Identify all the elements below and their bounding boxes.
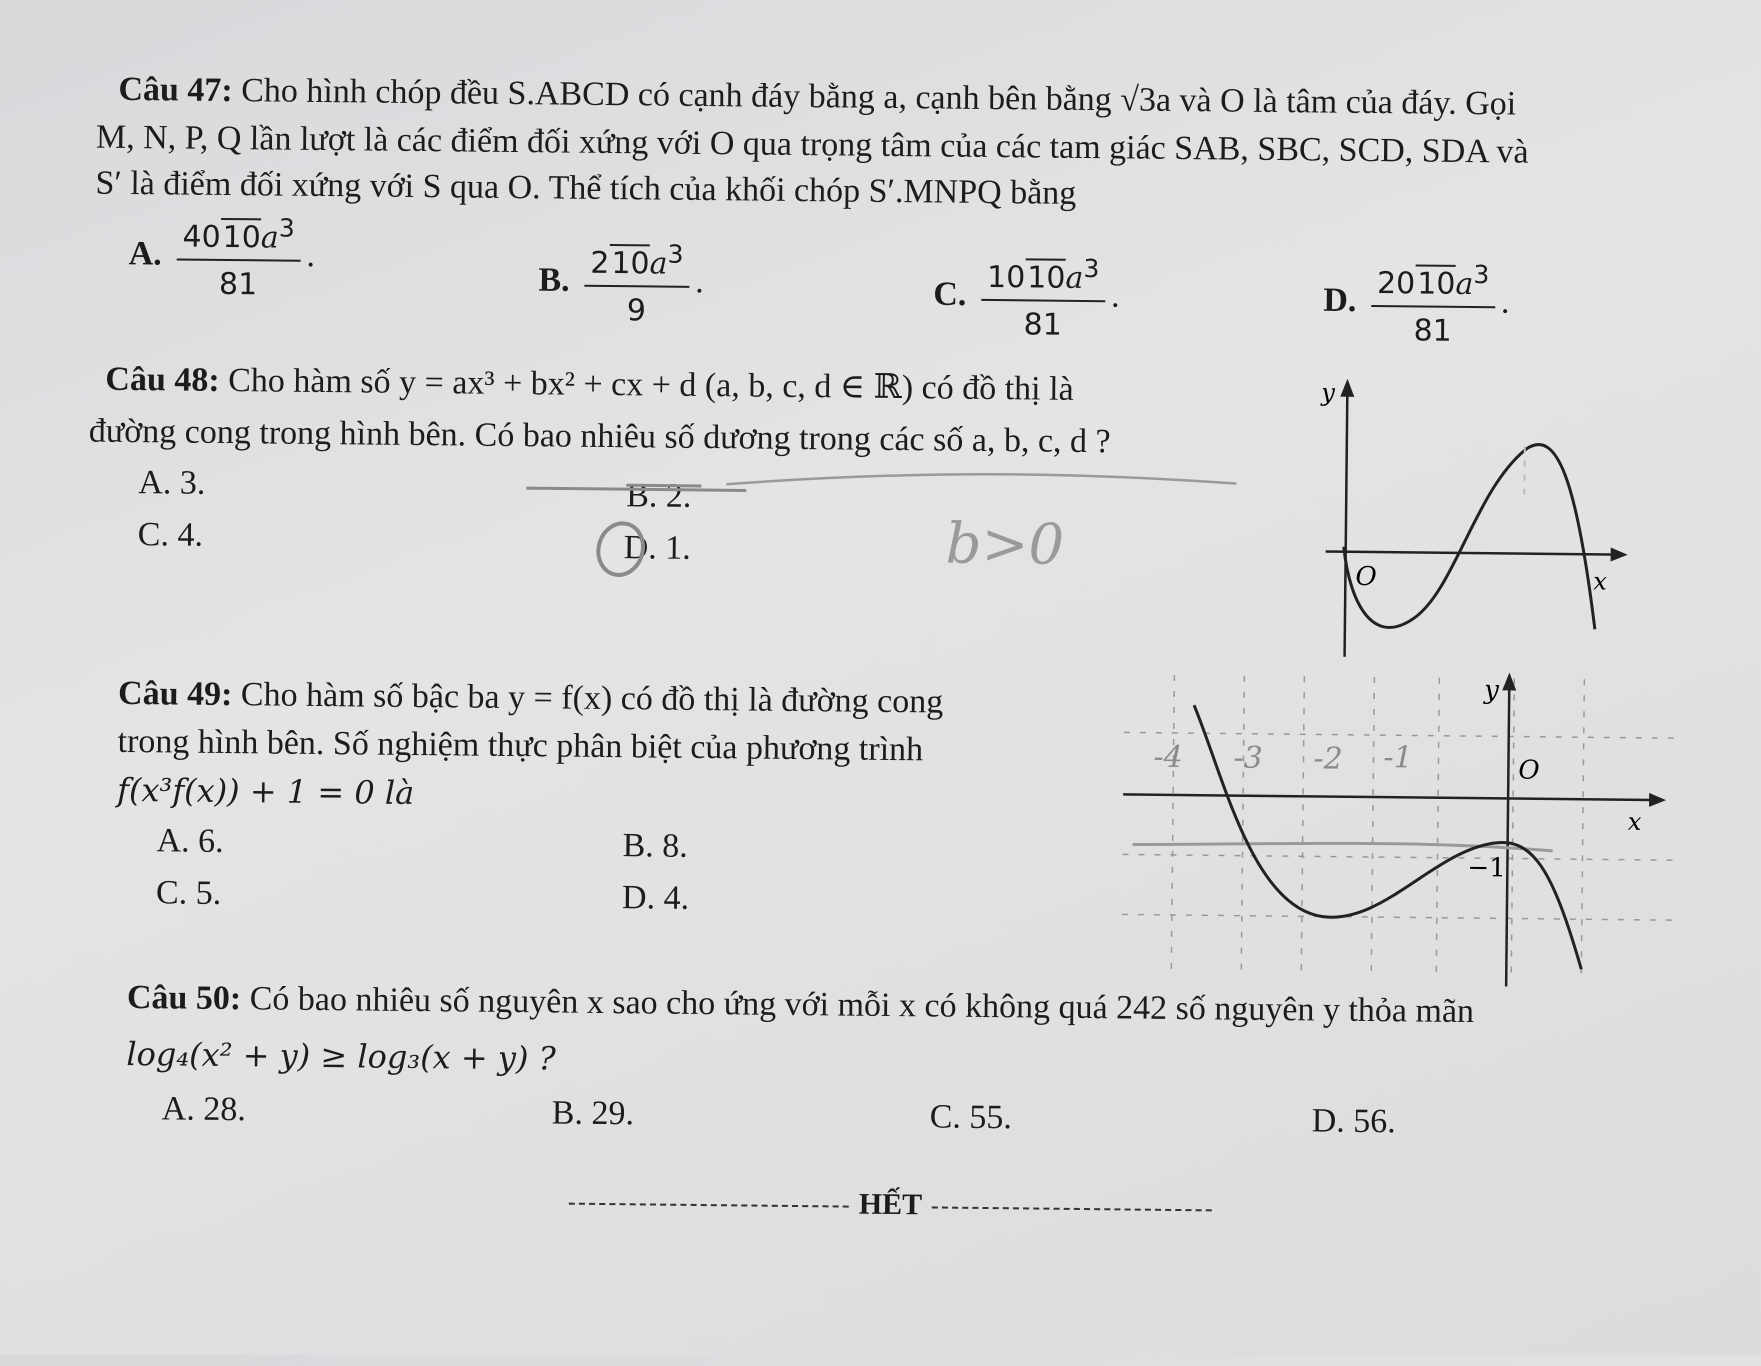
q47-line2: M, N, P, Q lần lượt là các điểm đối xứng với O qua trọng tâm của các tam giác SAB, SBC, SCD, SDA và <box>95 118 1529 171</box>
q48-option-c[interactable]: C. 4. <box>137 516 204 554</box>
q49-origin-label: O <box>1518 755 1540 786</box>
q49-text-1: Cho hàm số bậc ba y = f(x) có đồ thị là đường cong <box>232 676 944 721</box>
q47-option-a-fraction: $\frac{4010a^3}{81}$ <box>176 212 301 302</box>
q47-option-c-fraction: $\frac{1010a^3}{81}$ <box>980 253 1105 343</box>
q47-option-c-key: C. <box>933 275 967 314</box>
q47-option-d-fraction: $\frac{2010a^3}{81}$ <box>1370 259 1495 349</box>
q48-option-a[interactable]: A. 3. <box>138 464 206 502</box>
q50-line2: log₄(x² + y) ≥ log₃(x + y) ? <box>126 1034 556 1078</box>
q49-option-b[interactable]: B. 8. <box>622 827 688 865</box>
q48-graph <box>1304 376 1637 669</box>
q47-label: Câu 47: <box>118 70 233 110</box>
end-text: HẾT <box>858 1187 923 1222</box>
q48-x-arrow-icon <box>1611 548 1628 562</box>
q50-option-d[interactable]: D. 56. <box>1311 1102 1396 1141</box>
q48-x-axis <box>1326 552 1621 555</box>
q48-curve <box>1343 443 1597 630</box>
q48-text-1: Cho hàm số y = ax³ + bx² + cx + d (a, b, c, d ∈ ℝ) có đồ thị là <box>219 361 1074 408</box>
q49-line2: trong hình bên. Số nghiệm thực phân biệt của phương trình <box>117 722 924 769</box>
q49-y-label: y <box>1484 675 1500 706</box>
q48-line1 <box>105 356 1074 414</box>
q47-option-d[interactable]: D. $\frac{2010a^3}{81}$ . <box>1323 260 1510 349</box>
q48-option-d[interactable]: D. 1. <box>623 529 691 567</box>
end-dash-right <box>932 1207 1212 1212</box>
q47-option-c[interactable]: C. $\frac{1010a^3}{81}$ . <box>933 253 1120 343</box>
q47-option-d-key: D. <box>1323 281 1357 320</box>
q48-y-label: y <box>1321 378 1336 407</box>
q49-hand-tick-4: -1 <box>1383 740 1413 776</box>
q47-option-a[interactable]: A. $\frac{4010a^3}{81}$ . <box>128 213 316 303</box>
q48-option-b[interactable]: B. 2. <box>626 477 692 515</box>
q50-option-b[interactable]: B. 29. <box>551 1094 635 1133</box>
q50-label: Câu 50: <box>126 979 242 1018</box>
q47-option-a-key: A. <box>128 235 162 273</box>
q48-label: Câu 48: <box>105 360 220 399</box>
q48-x-label: x <box>1593 567 1608 596</box>
q49-graph <box>1111 664 1694 990</box>
q48-y-axis <box>1345 387 1348 657</box>
q49-line1 <box>118 670 944 727</box>
q48-y-arrow-icon <box>1340 379 1354 397</box>
q48-line2: đường cong trong hình bên. Có bao nhiêu số dương trong các số a, b, c, d ? <box>88 412 1111 461</box>
q47-option-b-fraction: $\frac{210a^3}{9}$ <box>584 239 690 329</box>
end-marker <box>559 1185 1223 1226</box>
q49-option-d[interactable]: D. 4. <box>621 879 690 917</box>
q49-x-label: x <box>1627 807 1642 836</box>
q47-text-1: Cho hình chóp đều S.ABCD có cạnh đáy bằng a, cạnh bên bằng √3a và O là tâm của đáy. Gọi <box>232 72 1517 123</box>
q49-option-c[interactable]: C. 5. <box>155 874 222 912</box>
q49-hand-tick-2: -3 <box>1233 740 1263 776</box>
q47-line3: S′ là điểm đối xứng với S qua O. Thể tích của khối chóp S′.MNPQ bằng <box>95 164 1077 212</box>
q50-text-1: Có bao nhiêu số nguyên x sao cho ứng với mỗi x có không quá 242 số nguyên y thỏa mãn <box>241 980 1475 1031</box>
q47-option-b-key: B. <box>538 261 570 299</box>
q49-label: Câu 49: <box>117 674 233 714</box>
q49-minus-one-label: −1 <box>1467 853 1506 884</box>
q49-hand-tick-1: -4 <box>1153 739 1183 776</box>
q48-origin-label: O <box>1355 561 1377 593</box>
q48-pencil-marks <box>515 458 1246 596</box>
q49-option-a[interactable]: A. 6. <box>156 822 224 861</box>
q49-hand-tick-3: -2 <box>1313 741 1343 777</box>
q49-x-arrow-icon <box>1649 793 1666 807</box>
q48-handwritten-note: b>0 <box>945 511 1065 578</box>
q50-option-c[interactable]: C. 55. <box>929 1098 1013 1137</box>
q49-x-axis <box>1123 794 1658 800</box>
q47-option-b[interactable]: B. $\frac{210a^3}{9}$ . <box>538 239 704 329</box>
q49-y-axis <box>1506 680 1509 986</box>
q50-option-a[interactable]: A. 28. <box>161 1090 247 1129</box>
end-dash-left <box>569 1203 849 1208</box>
q49-line3: f(x³f(x)) + 1 = 0 là <box>116 770 415 812</box>
